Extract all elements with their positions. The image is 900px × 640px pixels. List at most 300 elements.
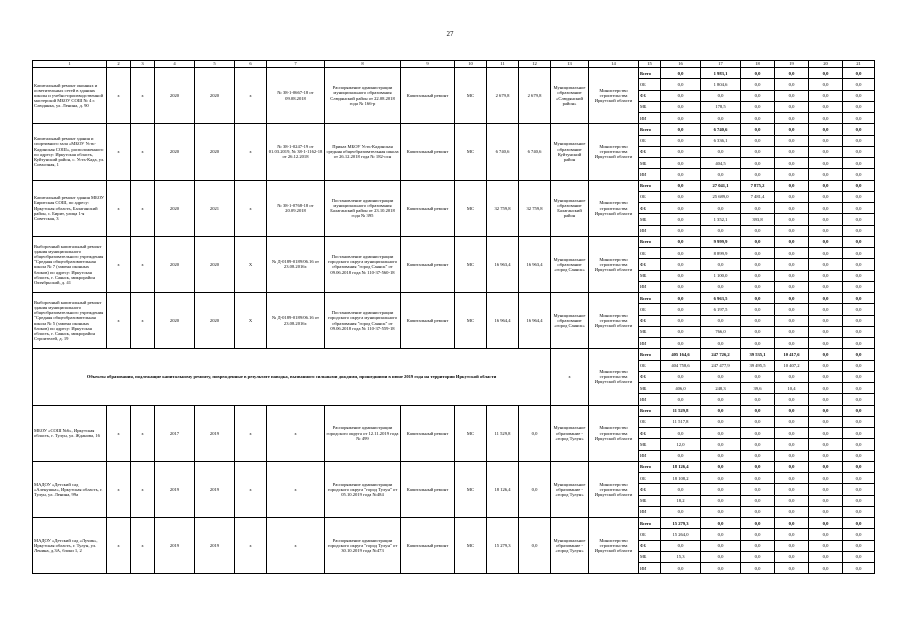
object-c3: х — [131, 180, 155, 236]
table-row — [33, 68, 875, 79]
funding-value: 0,0 — [661, 293, 701, 304]
funding-source-code: МБ — [639, 326, 661, 337]
funding-value: 0,0 — [775, 484, 809, 495]
funding-value: 9 999,9 — [701, 236, 741, 247]
funding-value: 0,0 — [775, 90, 809, 101]
funding-value: 0,0 — [843, 191, 875, 202]
funding-source-code: Всего — [639, 68, 661, 79]
funding-value: 0,0 — [661, 259, 701, 270]
funding-value: 0,0 — [741, 439, 775, 450]
funding-value: 0,0 — [775, 394, 809, 405]
object-c6: х — [235, 180, 267, 236]
funding-value: 0,0 — [661, 371, 701, 382]
object-c3: х — [131, 461, 155, 517]
funding-value: 0,0 — [661, 135, 701, 146]
funding-value: 0,0 — [701, 495, 741, 506]
funding-value: 0,0 — [775, 473, 809, 484]
funding-value: 0,0 — [741, 371, 775, 382]
funding-value: 0,0 — [661, 90, 701, 101]
funding-value: 0,0 — [661, 101, 701, 112]
funding-value: 0,0 — [775, 461, 809, 472]
funding-value: 0,0 — [741, 293, 775, 304]
funding-value: 0,0 — [775, 495, 809, 506]
funding-value: 0,0 — [661, 394, 701, 405]
object-c11: 15 279,3 — [487, 518, 519, 574]
table-row — [33, 180, 875, 191]
funding-value: 0,0 — [775, 259, 809, 270]
funding-value: 0,0 — [701, 338, 741, 349]
object-c8: Распоряжение администрации городского округа "город Тулун" от 30.10.2019 года №473 — [325, 518, 401, 574]
object-c11: 6 740,6 — [487, 124, 519, 180]
funding-value: 0,0 — [843, 461, 875, 472]
object-c2: х — [107, 180, 131, 236]
column-number-cell: 13 — [551, 61, 589, 68]
funding-value: 0,0 — [741, 135, 775, 146]
funding-value: 0,0 — [661, 236, 701, 247]
funding-value: 0,0 — [701, 484, 741, 495]
funding-value: 0,0 — [843, 450, 875, 461]
object-c9: Капитальный ремонт — [401, 293, 455, 349]
object-c10: МС — [455, 293, 487, 349]
funding-source-code: ИИ — [639, 281, 661, 292]
funding-value: 0,0 — [741, 270, 775, 281]
funding-source-code: ИИ — [639, 169, 661, 180]
object-c8: Распоряжение администрации городского округа от 12.11.2019 года № 499 — [325, 405, 401, 461]
funding-value: 0,0 — [809, 461, 843, 472]
funding-value: 0,0 — [775, 529, 809, 540]
funding-value: 0,0 — [741, 518, 775, 529]
object-c10: МС — [455, 236, 487, 292]
object-c8: Постановление администрации муниципального образования Балаганский район от 23.10.2018 года № 395 — [325, 180, 401, 236]
object-c2: х — [107, 461, 131, 517]
funding-value: 0,0 — [661, 68, 701, 79]
funding-value: 0,0 — [843, 529, 875, 540]
object-c13: Муниципальное образование «город Саянск» — [551, 293, 589, 349]
funding-value: 0,0 — [809, 113, 843, 124]
funding-value: 8 899,9 — [701, 248, 741, 259]
funding-value: 0,0 — [741, 506, 775, 517]
funding-value: 0,0 — [741, 124, 775, 135]
funding-value: 0,0 — [775, 79, 809, 90]
funding-value: 0,0 — [843, 394, 875, 405]
funding-value: 0,0 — [661, 506, 701, 517]
funding-source-code: ОБ — [639, 304, 661, 315]
funding-value: 0,0 — [843, 113, 875, 124]
object-c5: 2020 — [195, 68, 235, 124]
funding-value: 0,0 — [843, 371, 875, 382]
funding-value: 0,0 — [809, 394, 843, 405]
funding-source-code: ИИ — [639, 225, 661, 236]
funding-source-code: МБ — [639, 439, 661, 450]
funding-value: 6 740,6 — [701, 124, 741, 135]
funding-source-code: ОБ — [639, 79, 661, 90]
funding-value: 0,0 — [741, 113, 775, 124]
object-c1: МБОУ «СОШ №6», Иркутская область, г. Тулун, ул. Жданова, 16 — [33, 405, 107, 461]
funding-source-code: ФБ — [639, 428, 661, 439]
funding-value: 0,0 — [843, 214, 875, 225]
column-number-cell: 6 — [235, 61, 267, 68]
funding-value: 15,3 — [661, 551, 701, 562]
funding-value: 0,0 — [741, 326, 775, 337]
object-c6: х — [235, 461, 267, 517]
funding-value: 0,0 — [843, 248, 875, 259]
funding-value: 0,0 — [701, 90, 741, 101]
funding-value: 0,0 — [741, 225, 775, 236]
funding-value: 0,0 — [741, 259, 775, 270]
funding-value: 0,0 — [701, 529, 741, 540]
funding-value: 405 164,6 — [661, 349, 701, 360]
funding-value: 12,0 — [661, 439, 701, 450]
funding-value: 0,0 — [843, 383, 875, 394]
funding-value: 0,0 — [809, 79, 843, 90]
funding-value: 0,0 — [701, 203, 741, 214]
object-c7: № Д-0189-0189/06.16 от 23.08.2016г. — [267, 236, 325, 292]
funding-value: 0,0 — [775, 439, 809, 450]
funding-value: 0,0 — [809, 90, 843, 101]
funding-value: 0,0 — [775, 304, 809, 315]
object-c11: 18 126,4 — [487, 461, 519, 517]
funding-value: 0,0 — [775, 169, 809, 180]
object-c11: 11 529,8 — [487, 405, 519, 461]
funding-source-code: Всего — [639, 180, 661, 191]
funding-value: 0,0 — [775, 191, 809, 202]
funding-value: 11 529,8 — [661, 405, 701, 416]
object-c14: Министерство строительства Иркутской области — [589, 180, 639, 236]
funding-value: 0,0 — [775, 158, 809, 169]
funding-value: 0,0 — [775, 180, 809, 191]
funding-value: 0,0 — [775, 338, 809, 349]
funding-value: 0,0 — [775, 450, 809, 461]
funding-source-code: ИИ — [639, 563, 661, 574]
object-c4: 2019 — [155, 518, 195, 574]
funding-value: 0,0 — [701, 428, 741, 439]
funding-value: 0,0 — [661, 79, 701, 90]
funding-value: 0,0 — [701, 394, 741, 405]
column-number-cell: 2 — [107, 61, 131, 68]
object-c1: Капитальный ремонт здания и спортивного зала «МБОУ Усть-Кадинская СОШ», расположенного по адресу: Иркутская область, Куйтунский район, с. Усть-Када, ул. Совхозная, 1 — [33, 124, 107, 180]
object-c9: Капитальный ремонт — [401, 518, 455, 574]
object-c7: № 38-1-0667-18 от 09.08.2018 — [267, 68, 325, 124]
funding-value: 6 336,1 — [701, 135, 741, 146]
funding-source-code: ИИ — [639, 338, 661, 349]
funding-source-code: Всего — [639, 124, 661, 135]
funding-value: 0,0 — [775, 225, 809, 236]
object-c9: Капитальный ремонт — [401, 68, 455, 124]
funding-value: 0,0 — [843, 79, 875, 90]
funding-value: 0,0 — [775, 281, 809, 292]
funding-source-code: МБ — [639, 270, 661, 281]
column-number-cell: 11 — [487, 61, 519, 68]
funding-value: 0,0 — [809, 169, 843, 180]
column-number-cell: 10 — [455, 61, 487, 68]
object-c9: Капитальный ремонт — [401, 461, 455, 517]
funding-value: 0,0 — [701, 563, 741, 574]
column-number-cell: 1 — [33, 61, 107, 68]
table-row — [33, 461, 875, 472]
funding-source-code: ФБ — [639, 315, 661, 326]
funding-source-code: ИИ — [639, 394, 661, 405]
column-number-cell: 14 — [589, 61, 639, 68]
object-c5: 2021 — [195, 180, 235, 236]
object-c13: Муниципальное образование «город Саянск» — [551, 236, 589, 292]
funding-value: 0,0 — [775, 124, 809, 135]
funding-value: 0,0 — [809, 495, 843, 506]
object-c6: х — [235, 68, 267, 124]
funding-value: 0,0 — [661, 281, 701, 292]
funding-value: 0,0 — [843, 146, 875, 157]
column-number-cell: 12 — [519, 61, 551, 68]
funding-value: 0,0 — [741, 484, 775, 495]
funding-value: 0,0 — [843, 518, 875, 529]
table-row — [33, 236, 875, 247]
funding-value: 0,0 — [661, 563, 701, 574]
funding-value: 0,0 — [661, 225, 701, 236]
funding-value: 6 197,5 — [701, 304, 741, 315]
funding-value: 0,0 — [809, 225, 843, 236]
funding-value: 0,0 — [843, 124, 875, 135]
funding-value: 11 517,8 — [661, 416, 701, 427]
funding-value: 0,0 — [843, 236, 875, 247]
funding-value: 0,0 — [843, 551, 875, 562]
funding-value: 0,0 — [661, 248, 701, 259]
funding-value: 0,0 — [843, 495, 875, 506]
table-row — [33, 518, 875, 529]
object-c10: МС — [455, 68, 487, 124]
funding-source-code: ОБ — [639, 416, 661, 427]
object-c2: х — [107, 405, 131, 461]
funding-value: 10 407,2 — [775, 360, 809, 371]
funding-value: 6 963,5 — [701, 293, 741, 304]
funding-value: 0,0 — [775, 540, 809, 551]
funding-value: 7 481,4 — [741, 191, 775, 202]
funding-source-code: ФБ — [639, 540, 661, 551]
funding-value: 0,0 — [661, 214, 701, 225]
object-c11: 32 759,8 — [487, 180, 519, 236]
funding-value: 0,0 — [809, 405, 843, 416]
funding-value: 0,0 — [741, 461, 775, 472]
funding-value: 0,0 — [775, 203, 809, 214]
objects-table — [32, 60, 875, 574]
funding-value: 0,0 — [809, 124, 843, 135]
funding-value: 0,0 — [843, 326, 875, 337]
funding-value: 0,0 — [809, 371, 843, 382]
object-c4: 2019 — [155, 461, 195, 517]
funding-value: 1 352,1 — [701, 214, 741, 225]
object-c14: Министерство строительства Иркутской области — [589, 518, 639, 574]
funding-value: 0,0 — [809, 551, 843, 562]
object-c1: Выборочный капитальный ремонт здания муниципального общеобразовательного учреждения "Средняя общеобразовательная школа № 7 (замена оконных блоков) по адресу: Иркутская область, г. Саянск, микрорайон Октябрьский, д. 41 — [33, 236, 107, 292]
funding-value: 0,0 — [741, 315, 775, 326]
column-number-cell: 18 — [741, 61, 775, 68]
object-c2: х — [107, 236, 131, 292]
funding-value: 0,0 — [741, 281, 775, 292]
column-number-cell: 7 — [267, 61, 325, 68]
funding-value: 0,0 — [775, 563, 809, 574]
object-c13: Муниципальное образование - «город Тулун» — [551, 518, 589, 574]
funding-value: 0,0 — [809, 518, 843, 529]
object-c2: х — [107, 293, 131, 349]
funding-value: 0,0 — [741, 416, 775, 427]
funding-value: 0,0 — [809, 180, 843, 191]
funding-value: 0,0 — [661, 540, 701, 551]
funding-value: 0,0 — [843, 563, 875, 574]
object-c12: 2 679,8 — [519, 68, 551, 124]
funding-value: 0,0 — [741, 338, 775, 349]
funding-value: 0,0 — [741, 248, 775, 259]
funding-value: 0,0 — [775, 428, 809, 439]
funding-value: 1 983,1 — [701, 68, 741, 79]
funding-value: 0,0 — [809, 281, 843, 292]
object-c13: Муниципальное образование - «город Тулун» — [551, 461, 589, 517]
funding-value: 404 758,6 — [661, 360, 701, 371]
funding-value: 0,0 — [701, 473, 741, 484]
funding-value: 0,0 — [843, 540, 875, 551]
object-c13: Муниципальное образование Куйтунский район — [551, 124, 589, 180]
funding-value: 0,0 — [843, 304, 875, 315]
funding-value: 0,0 — [809, 191, 843, 202]
funding-source-code: Всего — [639, 461, 661, 472]
funding-value: 0,0 — [843, 180, 875, 191]
funding-value: 0,0 — [843, 338, 875, 349]
object-c9: Капитальный ремонт — [401, 180, 455, 236]
object-c12: 0,0 — [519, 461, 551, 517]
funding-value: 0,0 — [775, 416, 809, 427]
funding-value: 18,2 — [661, 495, 701, 506]
object-c7: х — [267, 405, 325, 461]
funding-value: 0,0 — [741, 394, 775, 405]
funding-value: 0,0 — [809, 484, 843, 495]
column-number-cell: 19 — [775, 61, 809, 68]
funding-value: 0,0 — [775, 236, 809, 247]
funding-value: 1 100,0 — [701, 270, 741, 281]
funding-value: 0,0 — [741, 236, 775, 247]
object-c3: х — [131, 68, 155, 124]
funding-source-code: ИИ — [639, 506, 661, 517]
funding-value: 0,0 — [843, 135, 875, 146]
section-c13: х — [551, 349, 589, 405]
funding-value: 0,0 — [741, 169, 775, 180]
funding-value: 0,0 — [661, 203, 701, 214]
funding-value: 0,0 — [661, 338, 701, 349]
funding-value: 0,0 — [701, 461, 741, 472]
funding-value: 0,0 — [701, 169, 741, 180]
object-c11: 16 964,4 — [487, 293, 519, 349]
funding-value: 0,0 — [809, 428, 843, 439]
object-c11: 2 679,8 — [487, 68, 519, 124]
funding-value: 0,0 — [809, 338, 843, 349]
object-c5: 2020 — [195, 124, 235, 180]
funding-value: 0,0 — [775, 371, 809, 382]
funding-value: 0,0 — [843, 360, 875, 371]
object-c11: 16 963,4 — [487, 236, 519, 292]
funding-value: 0,0 — [809, 214, 843, 225]
funding-value: 393,8 — [741, 214, 775, 225]
object-c14: Министерство строительства Иркутской области — [589, 405, 639, 461]
section-c14: Министерство строительства Иркутской области — [589, 349, 639, 405]
funding-value: 247 477,9 — [701, 360, 741, 371]
object-c6: х — [235, 405, 267, 461]
funding-value: 0,0 — [843, 428, 875, 439]
funding-value: 0,0 — [775, 270, 809, 281]
funding-value: 0,0 — [809, 473, 843, 484]
funding-source-code: ФБ — [639, 203, 661, 214]
funding-value: 404,5 — [701, 158, 741, 169]
funding-value: 0,0 — [661, 158, 701, 169]
funding-value: 0,0 — [741, 146, 775, 157]
column-number-cell: 21 — [843, 61, 875, 68]
funding-value: 0,0 — [741, 101, 775, 112]
funding-value: 0,0 — [843, 349, 875, 360]
funding-value: 10,4 — [775, 383, 809, 394]
funding-value: 0,0 — [809, 135, 843, 146]
funding-value: 178,5 — [701, 101, 741, 112]
funding-value: 0,0 — [701, 113, 741, 124]
object-c4: 2020 — [155, 68, 195, 124]
funding-value: 0,0 — [701, 225, 741, 236]
funding-source-code: ОБ — [639, 248, 661, 259]
object-c12: 32 759,8 — [519, 180, 551, 236]
object-c7: х — [267, 461, 325, 517]
funding-source-code: Всего — [639, 236, 661, 247]
object-c10: МС — [455, 461, 487, 517]
funding-value: 0,0 — [701, 259, 741, 270]
funding-value: 0,0 — [661, 326, 701, 337]
object-c12: 6 740,6 — [519, 124, 551, 180]
funding-value: 0,0 — [701, 450, 741, 461]
object-c4: 2020 — [155, 293, 195, 349]
funding-value: 25 689,0 — [701, 191, 741, 202]
funding-value: 0,0 — [701, 416, 741, 427]
funding-value: 0,0 — [741, 551, 775, 562]
funding-value: 0,0 — [775, 405, 809, 416]
funding-value: 0,0 — [809, 529, 843, 540]
funding-value: 0,0 — [775, 506, 809, 517]
funding-source-code: МБ — [639, 158, 661, 169]
object-c5: 2019 — [195, 518, 235, 574]
funding-source-code: МБ — [639, 495, 661, 506]
object-c14: Министерство строительства Иркутской области — [589, 124, 639, 180]
column-number-cell: 9 — [401, 61, 455, 68]
funding-value: 0,0 — [775, 135, 809, 146]
object-c7: № 38-1-0768-18 от 20.09.2018 — [267, 180, 325, 236]
funding-source-code: МБ — [639, 101, 661, 112]
funding-value: 0,0 — [809, 439, 843, 450]
object-c3: х — [131, 124, 155, 180]
funding-value: 0,0 — [661, 191, 701, 202]
funding-value: 0,0 — [843, 281, 875, 292]
object-c8: Постановление администрации городского округа муниципального образования "город Саянск" от 09.06.2018 года № 110-37-560-18 — [325, 236, 401, 292]
funding-source-code: ФБ — [639, 90, 661, 101]
object-c1: МАДОУ «Детский сад «Аленушка», Иркутская область, г. Тулун, ул. Ленина, 99а — [33, 461, 107, 517]
funding-value: 10 417,6 — [775, 349, 809, 360]
page-number: 27 — [446, 30, 454, 38]
funding-source-code: ОБ — [639, 360, 661, 371]
funding-value: 0,0 — [741, 79, 775, 90]
funding-value: 0,0 — [741, 428, 775, 439]
funding-value: 0,0 — [775, 293, 809, 304]
object-c5: 2019 — [195, 461, 235, 517]
table-body — [33, 61, 875, 574]
column-number-cell: 16 — [661, 61, 701, 68]
funding-source-code: Всего — [639, 405, 661, 416]
object-c7: № 38-1-0247-19 от 01.03.2019, № 38-1-1162-18 от 26.12.2018 — [267, 124, 325, 180]
object-c13: Муниципальное образование - «город Тулун» — [551, 405, 589, 461]
funding-source-code: ОБ — [639, 135, 661, 146]
object-c8: Распоряжение администрации муниципального образования Слюдянский район от 22.08.2018 года № 166-р — [325, 68, 401, 124]
object-c10: МС — [455, 405, 487, 461]
funding-value: 0,0 — [809, 293, 843, 304]
funding-value: 0,0 — [741, 495, 775, 506]
